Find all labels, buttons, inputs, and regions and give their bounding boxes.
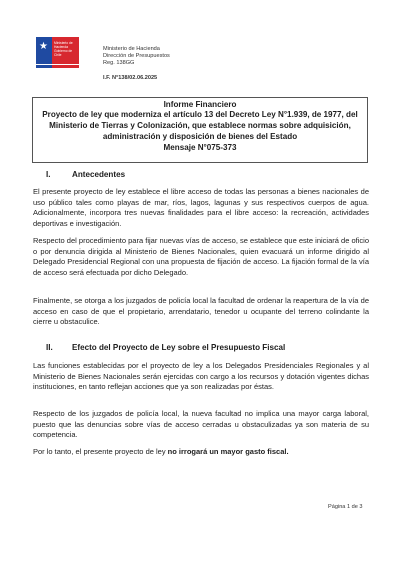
section-number: I. <box>46 170 51 179</box>
logo-blue-bar <box>36 65 52 68</box>
title-box <box>32 97 368 163</box>
agency-line: Ministerio de Hacienda <box>103 46 160 52</box>
logo-caption <box>54 41 78 57</box>
section-number: II. <box>46 343 53 352</box>
conclusion-text: Por lo tanto, el presente proyecto de ley <box>33 447 168 456</box>
paragraph: Las funciones establecidas por el proyecto de ley a los Delegados Presidenciales Regionales y al Ministerio de Bienes Nacionales serán ejercidas con cargo a los recursos y dotación vigentes dichas instituciones, en tanto reflejan acciones que ya son realizadas por éstas. <box>33 361 369 391</box>
paragraph: Respecto de los juzgados de policía local, la nueva facultad no implica una mayor carga laboral, puesto que las denuncias sobre vías de acceso cerradas u obstaculizadas ya son materia de su competencia. <box>33 409 369 439</box>
bill-title: Proyecto de ley que moderniza el artículo 13 del Decreto Ley N°1.939, de 1977, del Ministerio de Tierras y Colonización, que establece normas sobre adquisición, administración y disposición de bienes del Estado <box>42 110 358 141</box>
paragraph: El presente proyecto de ley establece el libre acceso de todas las personas a bienes nacionales de uso público tales como playas de mar, ríos, lagos, lagunas y sus respectivos cuerpos de agua. Adicionalmente, incorpora tres nuevas finalidades para el libre acceso: la recreación, actividades deportivas e investigación. <box>33 187 369 228</box>
logo-caption-line: Ministerio de <box>54 41 73 45</box>
government-logo <box>36 37 79 80</box>
paragraph: Finalmente, se otorga a los juzgados de policía local la facultad de ordenar la reapertura de la vía de acceso en caso de que el propietario, arrendatario, tenedor u ocupante del terreno colindante la cierre u obstaculice. <box>33 296 369 326</box>
logo-blue-block <box>36 37 52 64</box>
report-reference: I.F. N°138/02.06.2025 <box>103 75 158 81</box>
agency-line: Dirección de Presupuestos <box>103 53 170 60</box>
section-title: Efecto del Proyecto de Ley sobre el Presupuesto Fiscal <box>72 343 286 352</box>
report-title: Informe Financiero <box>163 100 237 109</box>
paragraph: Respecto del procedimiento para fijar nuevas vías de acceso, se establece que este iniciará de oficio o por denuncia dirigida al Ministerio de Bienes Nacionales, quien evacuará un informe dirigido al Delegado Presidencial Regional con una propuesta de fijación de acceso. La fijación formal de la vía de acceso será efectuada por dicho Delegado. <box>33 236 369 277</box>
star-icon: ★ <box>39 41 48 52</box>
logo-red-bar <box>52 65 79 68</box>
agency-line: Reg. 138GG <box>103 60 135 67</box>
page-number: Página 1 de 3 <box>328 504 363 510</box>
conclusion-bold-text: no irrogará un mayor gasto fiscal. <box>167 447 289 456</box>
agency-block <box>103 46 170 68</box>
section-heading-antecedentes <box>46 170 125 179</box>
section-title: Antecedentes <box>72 170 126 179</box>
paragraph-conclusion <box>33 447 369 458</box>
logo-caption-line: Gobierno de Chile <box>54 49 73 57</box>
message-number: Mensaje N°075-373 <box>163 143 237 153</box>
section-heading-efecto <box>46 343 285 352</box>
logo-caption-line: Hacienda <box>54 45 68 49</box>
